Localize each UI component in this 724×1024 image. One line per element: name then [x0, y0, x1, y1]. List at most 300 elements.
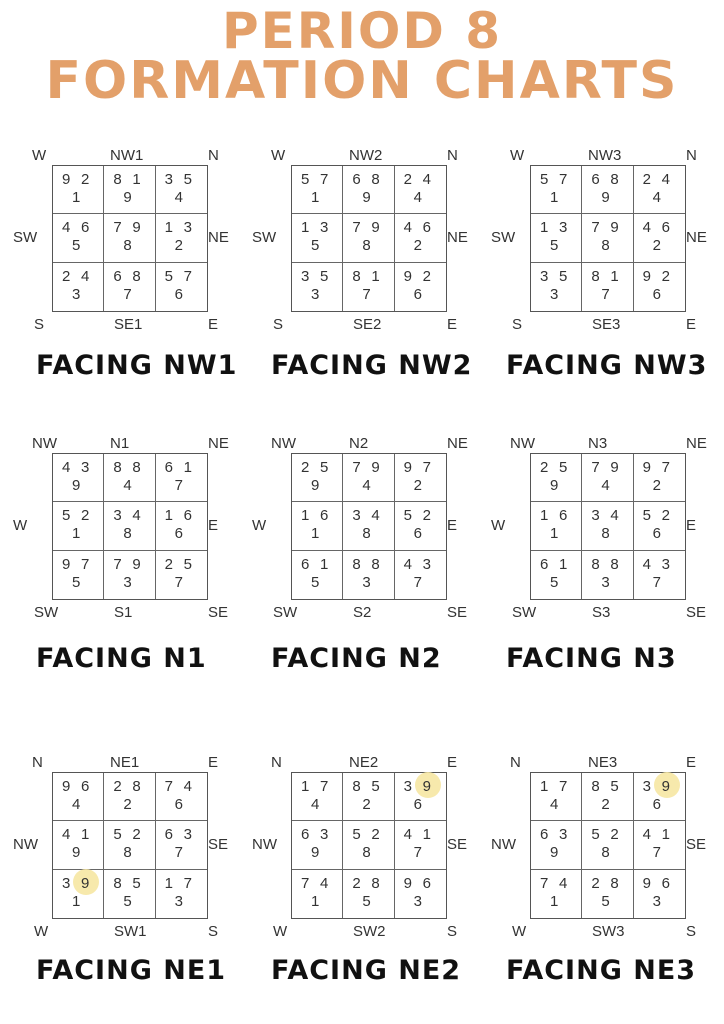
palace-cell — [156, 454, 207, 502]
base-star: 6 — [174, 285, 183, 303]
water-star: 1 — [320, 555, 329, 573]
direction-label-right: NE — [208, 229, 229, 246]
palace-cell — [531, 263, 582, 311]
direction-label-br: SE — [447, 604, 468, 621]
base-star: 3 — [601, 573, 610, 591]
water-star: 7 — [422, 459, 431, 476]
water-star: 5 — [320, 267, 329, 285]
palace-cell — [582, 214, 633, 262]
mountain-star: 5 — [164, 267, 173, 285]
palace-cell — [53, 773, 104, 821]
direction-label-tr: E — [686, 754, 697, 771]
base-star: 4 — [362, 477, 371, 494]
direction-label-tr: E — [447, 754, 458, 771]
palace-cell — [395, 773, 446, 821]
palace-cell — [343, 502, 394, 550]
mountain-star: 3 — [591, 507, 600, 525]
mountain-star: 4 — [642, 826, 651, 844]
mountain-star: 2 — [301, 459, 310, 476]
mountain-star: 5 — [642, 507, 651, 525]
water-star: 2 — [371, 826, 380, 844]
direction-label-tr: NE — [208, 435, 229, 452]
mountain-star: 5 — [352, 826, 361, 844]
formation-chart — [491, 433, 724, 621]
palace-cell — [292, 454, 343, 502]
palace-cell — [395, 821, 446, 869]
palace-cell — [53, 821, 104, 869]
base-star: 4 — [652, 189, 661, 206]
base-star: 3 — [413, 892, 422, 910]
palace-cell — [634, 502, 685, 550]
mountain-star: 1 — [301, 219, 310, 237]
base-star: 5 — [550, 237, 559, 255]
base-star: 5 — [72, 237, 81, 255]
direction-label-top: NE1 — [110, 754, 140, 771]
direction-label-right: E — [447, 517, 458, 534]
palace-cell — [104, 454, 155, 502]
direction-label-left: W — [491, 517, 506, 534]
water-star: 5 — [559, 459, 568, 476]
water-star: 7 — [183, 874, 192, 892]
base-star: 3 — [123, 573, 132, 591]
flying-star-grid — [52, 165, 208, 312]
palace-cell — [531, 773, 582, 821]
base-star: 8 — [362, 844, 371, 862]
mountain-star: 5 — [113, 826, 122, 844]
mountain-star: 7 — [352, 219, 361, 237]
title-line-1: PERIOD 8 — [221, 2, 503, 60]
water-star: 9 — [661, 778, 670, 795]
palace-cell — [343, 166, 394, 214]
direction-label-br: SE — [686, 604, 707, 621]
water-star: 1 — [81, 826, 90, 844]
direction-label-bl: SW — [273, 604, 298, 621]
palace-cell — [156, 214, 207, 262]
direction-label-tl: N — [271, 754, 282, 771]
mountain-star: 2 — [642, 171, 651, 188]
direction-label-bl: W — [512, 923, 527, 940]
mountain-star: 8 — [352, 267, 361, 285]
direction-label-bottom: S2 — [353, 604, 372, 621]
base-star: 2 — [652, 237, 661, 255]
mountain-star: 1 — [301, 507, 310, 525]
direction-label-right: E — [208, 517, 219, 534]
direction-label-br: S — [447, 923, 458, 940]
formation-chart — [252, 145, 501, 333]
mountain-star: 6 — [352, 171, 361, 188]
direction-label-br: S — [208, 923, 219, 940]
direction-label-tl: N — [32, 754, 43, 771]
water-star: 7 — [559, 778, 568, 795]
mountain-star: 7 — [591, 219, 600, 237]
direction-label-bl: W — [273, 923, 288, 940]
base-star: 5 — [362, 892, 371, 910]
water-star: 1 — [610, 267, 619, 285]
base-star: 1 — [72, 525, 81, 543]
water-star: 3 — [183, 826, 192, 844]
water-star: 6 — [81, 778, 90, 795]
palace-cell — [582, 502, 633, 550]
base-star: 4 — [550, 796, 559, 813]
base-star: 4 — [174, 189, 183, 206]
water-star: 5 — [132, 874, 141, 892]
water-star: 4 — [132, 507, 141, 525]
chart-caption: FACING N1 — [36, 643, 207, 674]
palace-cell — [104, 773, 155, 821]
palace-cell — [395, 551, 446, 599]
chart-caption: FACING NE1 — [36, 955, 227, 986]
direction-label-br: E — [686, 316, 697, 333]
mountain-star: 4 — [62, 826, 71, 844]
chart-caption: FACING NE2 — [271, 955, 462, 986]
water-star: 9 — [422, 778, 431, 795]
palace-cell — [156, 502, 207, 550]
base-star: 7 — [362, 285, 371, 303]
palace-cell — [634, 821, 685, 869]
direction-label-bottom: SE3 — [592, 316, 621, 333]
base-star: 2 — [174, 237, 183, 255]
palace-cell — [395, 214, 446, 262]
water-star: 3 — [81, 459, 90, 476]
palace-cell — [53, 870, 104, 918]
palace-cell — [582, 454, 633, 502]
direction-label-bottom: SE1 — [114, 316, 143, 333]
base-star: 5 — [550, 573, 559, 591]
base-star: 9 — [123, 189, 132, 206]
flying-star-grid — [291, 453, 447, 600]
water-star: 9 — [610, 219, 619, 237]
direction-label-bottom: SW3 — [592, 923, 625, 940]
base-star: 9 — [550, 477, 559, 494]
palace-cell — [292, 821, 343, 869]
direction-label-bottom: SW1 — [114, 923, 147, 940]
mountain-star: 8 — [113, 459, 122, 476]
direction-label-bl: S — [273, 316, 284, 333]
palace-cell — [634, 773, 685, 821]
mountain-star: 4 — [403, 555, 412, 573]
base-star: 8 — [123, 525, 132, 543]
base-star: 9 — [550, 844, 559, 862]
water-star: 4 — [422, 171, 431, 188]
water-star: 7 — [320, 778, 329, 795]
mountain-star: 2 — [591, 874, 600, 892]
palace-cell — [292, 551, 343, 599]
palace-cell — [53, 454, 104, 502]
water-star: 9 — [371, 459, 380, 476]
direction-label-top: N3 — [588, 435, 608, 452]
palace-cell — [104, 214, 155, 262]
mountain-star: 9 — [403, 874, 412, 892]
direction-label-br: E — [208, 316, 219, 333]
palace-cell — [104, 502, 155, 550]
water-star: 3 — [559, 219, 568, 237]
mountain-star: 6 — [591, 171, 600, 188]
water-star: 6 — [422, 219, 431, 237]
palace-cell — [634, 263, 685, 311]
mountain-star: 2 — [540, 459, 549, 476]
base-star: 1 — [311, 525, 320, 543]
base-star: 7 — [601, 285, 610, 303]
direction-label-br: SE — [208, 604, 229, 621]
water-star: 6 — [661, 219, 670, 237]
water-star: 8 — [132, 778, 141, 795]
water-star: 3 — [661, 555, 670, 573]
water-star: 9 — [371, 219, 380, 237]
base-star: 4 — [123, 477, 132, 494]
base-star: 8 — [601, 844, 610, 862]
water-star: 4 — [661, 171, 670, 188]
mountain-star: 3 — [352, 507, 361, 525]
palace-cell — [104, 870, 155, 918]
mountain-star: 6 — [540, 555, 549, 573]
direction-label-br: E — [447, 316, 458, 333]
direction-label-tr: N — [447, 147, 458, 164]
palace-cell — [292, 166, 343, 214]
mountain-star: 3 — [301, 267, 310, 285]
direction-label-top: NW3 — [588, 147, 622, 164]
water-star: 2 — [661, 507, 670, 525]
mountain-star: 9 — [642, 874, 651, 892]
base-star: 6 — [652, 285, 661, 303]
base-star: 7 — [413, 844, 422, 862]
base-star: 1 — [550, 525, 559, 543]
direction-label-tr: N — [686, 147, 697, 164]
water-star: 4 — [610, 507, 619, 525]
palace-cell — [395, 870, 446, 918]
water-star: 8 — [610, 171, 619, 188]
mountain-star: 5 — [62, 507, 71, 525]
base-star: 6 — [174, 525, 183, 543]
water-star: 6 — [559, 507, 568, 525]
palace-cell — [156, 166, 207, 214]
title-line-2: FORMATION CHARTS — [45, 51, 679, 111]
palace-cell — [343, 551, 394, 599]
mountain-star: 6 — [301, 826, 310, 844]
base-star: 9 — [311, 844, 320, 862]
mountain-star: 9 — [403, 459, 412, 476]
base-star: 3 — [174, 892, 183, 910]
palace-cell — [343, 870, 394, 918]
palace-cell — [292, 502, 343, 550]
base-star: 4 — [413, 189, 422, 206]
mountain-star: 8 — [352, 555, 361, 573]
palace-cell — [156, 821, 207, 869]
direction-label-tl: W — [271, 147, 286, 164]
direction-label-left: SW — [491, 229, 516, 246]
chart-caption: FACING NE3 — [506, 955, 697, 986]
palace-cell — [343, 773, 394, 821]
mountain-star: 5 — [540, 171, 549, 188]
palace-cell — [582, 551, 633, 599]
base-star: 1 — [72, 892, 81, 910]
base-star: 6 — [174, 796, 183, 813]
mountain-star: 3 — [113, 507, 122, 525]
mountain-star: 5 — [403, 507, 412, 525]
palace-cell — [634, 214, 685, 262]
water-star: 2 — [132, 826, 141, 844]
formation-chart — [252, 752, 501, 940]
water-star: 5 — [183, 171, 192, 188]
base-star: 3 — [311, 285, 320, 303]
flying-star-grid — [291, 165, 447, 312]
base-star: 5 — [123, 892, 132, 910]
base-star: 1 — [311, 189, 320, 206]
mountain-star: 4 — [62, 459, 71, 476]
water-star: 1 — [132, 171, 141, 188]
water-star: 5 — [610, 778, 619, 795]
water-star: 6 — [320, 507, 329, 525]
water-star: 3 — [320, 219, 329, 237]
palace-cell — [343, 821, 394, 869]
water-star: 6 — [661, 874, 670, 892]
mountain-star: 7 — [113, 555, 122, 573]
base-star: 1 — [550, 892, 559, 910]
water-star: 2 — [81, 507, 90, 525]
base-star: 6 — [652, 525, 661, 543]
base-star: 5 — [311, 237, 320, 255]
mountain-star: 1 — [164, 507, 173, 525]
mountain-star: 9 — [642, 459, 651, 476]
base-star: 4 — [311, 796, 320, 813]
mountain-star: 4 — [403, 826, 412, 844]
mountain-star: 1 — [540, 778, 549, 795]
direction-label-left: SW — [13, 229, 38, 246]
base-star: 5 — [311, 573, 320, 591]
water-star: 5 — [183, 555, 192, 573]
flying-star-grid — [52, 772, 208, 919]
water-star: 1 — [183, 459, 192, 476]
direction-label-left: W — [252, 517, 267, 534]
palace-cell — [156, 263, 207, 311]
direction-label-tl: W — [32, 147, 47, 164]
base-star: 8 — [601, 237, 610, 255]
palace-cell — [53, 502, 104, 550]
flying-star-grid — [530, 772, 686, 919]
palace-cell — [582, 821, 633, 869]
water-star: 8 — [610, 555, 619, 573]
direction-label-top: NW2 — [349, 147, 383, 164]
water-star: 8 — [132, 267, 141, 285]
direction-label-tr: E — [208, 754, 219, 771]
base-star: 7 — [123, 285, 132, 303]
chart-caption: FACING N3 — [506, 643, 677, 674]
direction-label-tl: NW — [510, 435, 535, 452]
direction-label-right: E — [686, 517, 697, 534]
base-star: 7 — [174, 477, 183, 494]
water-star: 7 — [81, 555, 90, 573]
water-star: 3 — [422, 555, 431, 573]
water-star: 7 — [320, 171, 329, 188]
palace-cell — [531, 870, 582, 918]
palace-cell — [395, 502, 446, 550]
mountain-star: 9 — [642, 267, 651, 285]
palace-cell — [104, 263, 155, 311]
direction-label-br: S — [686, 923, 697, 940]
mountain-star: 8 — [113, 874, 122, 892]
palace-cell — [634, 870, 685, 918]
water-star: 7 — [183, 267, 192, 285]
direction-label-left: NW — [13, 836, 38, 853]
palace-cell — [634, 454, 685, 502]
mountain-star: 8 — [591, 267, 600, 285]
water-star: 8 — [371, 555, 380, 573]
palace-cell — [343, 214, 394, 262]
mountain-star: 9 — [403, 267, 412, 285]
base-star: 4 — [72, 796, 81, 813]
water-star: 9 — [132, 219, 141, 237]
flying-star-grid — [52, 453, 208, 600]
direction-label-bl: S — [512, 316, 523, 333]
palace-cell — [156, 773, 207, 821]
direction-label-left: W — [13, 517, 28, 534]
base-star: 9 — [72, 477, 81, 494]
direction-label-tl: W — [510, 147, 525, 164]
base-star: 4 — [601, 477, 610, 494]
formation-chart — [13, 752, 262, 940]
palace-cell — [634, 551, 685, 599]
palace-cell — [104, 551, 155, 599]
formation-chart — [491, 145, 724, 333]
mountain-star: 6 — [164, 459, 173, 476]
chart-caption: FACING N2 — [271, 643, 442, 674]
direction-label-left: NW — [252, 836, 277, 853]
water-star: 3 — [183, 219, 192, 237]
mountain-star: 2 — [164, 555, 173, 573]
water-star: 4 — [81, 267, 90, 285]
base-star: 3 — [72, 285, 81, 303]
mountain-star: 4 — [403, 219, 412, 237]
base-star: 2 — [123, 796, 132, 813]
direction-label-tr: N — [208, 147, 219, 164]
base-star: 2 — [652, 477, 661, 494]
base-star: 3 — [652, 892, 661, 910]
direction-label-top: N1 — [110, 435, 130, 452]
base-star: 2 — [362, 796, 371, 813]
palace-cell — [395, 263, 446, 311]
water-star: 2 — [422, 507, 431, 525]
flying-star-grid — [530, 453, 686, 600]
base-star: 2 — [601, 796, 610, 813]
mountain-star: 2 — [352, 874, 361, 892]
mountain-star: 1 — [164, 219, 173, 237]
mountain-star: 3 — [164, 171, 173, 188]
chart-caption: FACING NW3 — [506, 350, 708, 381]
direction-label-tl: N — [510, 754, 521, 771]
mountain-star: 9 — [62, 778, 71, 795]
base-star: 8 — [601, 525, 610, 543]
base-star: 7 — [652, 573, 661, 591]
flying-star-grid — [291, 772, 447, 919]
mountain-star: 1 — [540, 219, 549, 237]
mountain-star: 9 — [62, 171, 71, 188]
water-star: 6 — [183, 507, 192, 525]
water-star: 1 — [371, 267, 380, 285]
base-star: 7 — [174, 844, 183, 862]
base-star: 2 — [413, 237, 422, 255]
direction-label-bottom: SW2 — [353, 923, 386, 940]
palace-cell — [531, 454, 582, 502]
base-star: 9 — [362, 189, 371, 206]
water-star: 4 — [320, 874, 329, 892]
mountain-star: 6 — [540, 826, 549, 844]
mountain-star: 8 — [591, 555, 600, 573]
base-star: 8 — [123, 844, 132, 862]
water-star: 2 — [661, 267, 670, 285]
direction-label-bottom: S3 — [592, 604, 611, 621]
palace-cell — [156, 870, 207, 918]
palace-cell — [53, 166, 104, 214]
mountain-star: 3 — [403, 778, 412, 795]
